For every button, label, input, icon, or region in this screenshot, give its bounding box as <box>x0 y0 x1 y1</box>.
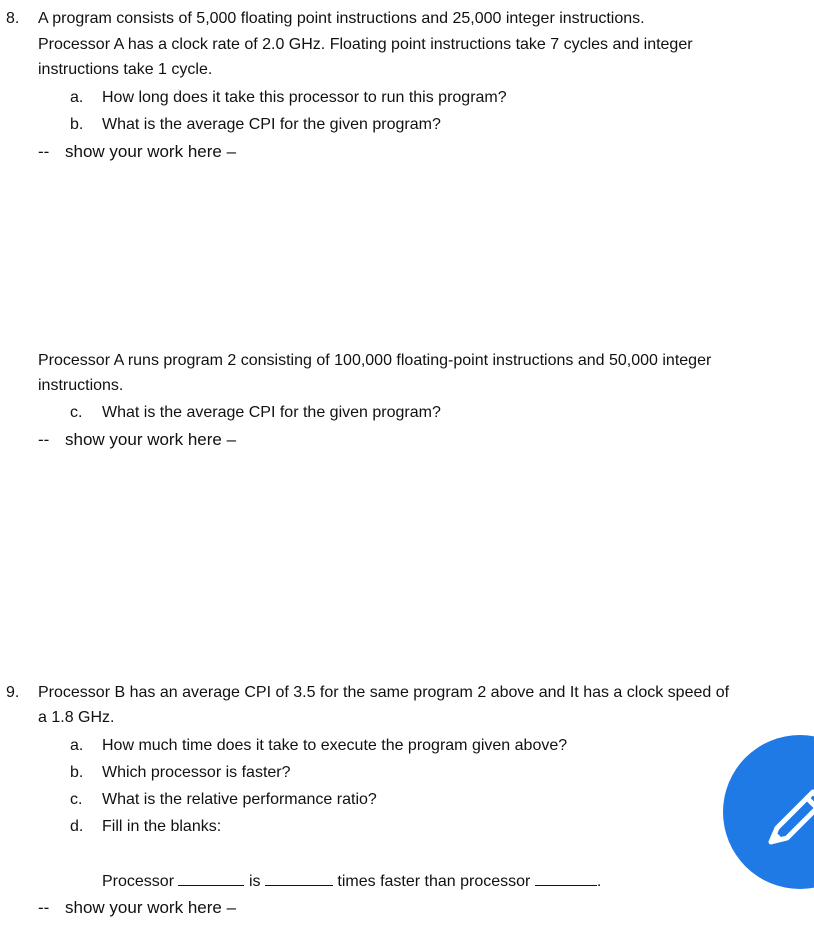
q9-d-letter: d. <box>70 818 84 835</box>
q8-a-text: How long does it take this processor to run this program? <box>102 89 507 106</box>
q8-c-text: What is the average CPI for the given program? <box>102 404 441 421</box>
q9-c-text: What is the relative performance ratio? <box>102 791 377 808</box>
q8-work-prompt: show your work here – <box>65 142 237 161</box>
processor-blank-1[interactable] <box>178 871 244 886</box>
question-8-number: 8. <box>6 10 20 27</box>
question-8-line-1: A program consists of 5,000 floating point instructions and 25,000 integer instructions. <box>38 10 645 27</box>
q8-b-text: What is the average CPI for the given program? <box>102 116 441 133</box>
q9-work-dash: -- <box>38 898 50 917</box>
processor-blank-2[interactable] <box>535 871 597 886</box>
q8-a-letter: a. <box>70 89 84 106</box>
q9-c-letter: c. <box>70 791 83 808</box>
fill-period: . <box>596 873 602 890</box>
q9-d-text: Fill in the blanks: <box>102 818 222 835</box>
q9-a-text: How much time does it take to execute the program given above? <box>102 737 568 754</box>
q9-work-prompt: show your work here – <box>65 898 237 917</box>
pencil-icon <box>763 775 814 845</box>
question-9-line-2: a 1.8 GHz. <box>38 709 115 726</box>
fill-is-word: is <box>248 873 261 890</box>
edit-fab-button[interactable] <box>723 735 814 889</box>
q8-c-letter: c. <box>70 404 83 421</box>
question-8-line-2: Processor A has a clock rate of 2.0 GHz. Floating point instructions take 7 cycles and integer <box>38 36 693 53</box>
q9-b-text: Which processor is faster? <box>102 764 291 781</box>
question-8-line-3: instructions take 1 cycle. <box>38 61 213 78</box>
q8-work-dash: -- <box>38 142 50 161</box>
fill-processor-word: Processor <box>102 873 175 890</box>
q8-work2-dash: -- <box>38 430 50 449</box>
question-9-line-1: Processor B has an average CPI of 3.5 for the same program 2 above and It has a clock speed of <box>38 684 730 701</box>
question-9-number: 9. <box>6 684 20 701</box>
q9-a-letter: a. <box>70 737 84 754</box>
q8-work2-prompt: show your work here – <box>65 430 237 449</box>
q9-b-letter: b. <box>70 764 84 781</box>
q8-program2-line-1: Processor A runs program 2 consisting of 100,000 floating-point instructions and 50,000 integer <box>38 352 712 369</box>
q8-b-letter: b. <box>70 116 84 133</box>
ratio-blank[interactable] <box>265 871 333 886</box>
q8-program2-line-2: instructions. <box>38 377 124 394</box>
fill-in-sentence <box>102 871 601 892</box>
fill-times-text: times faster than processor <box>337 873 531 890</box>
